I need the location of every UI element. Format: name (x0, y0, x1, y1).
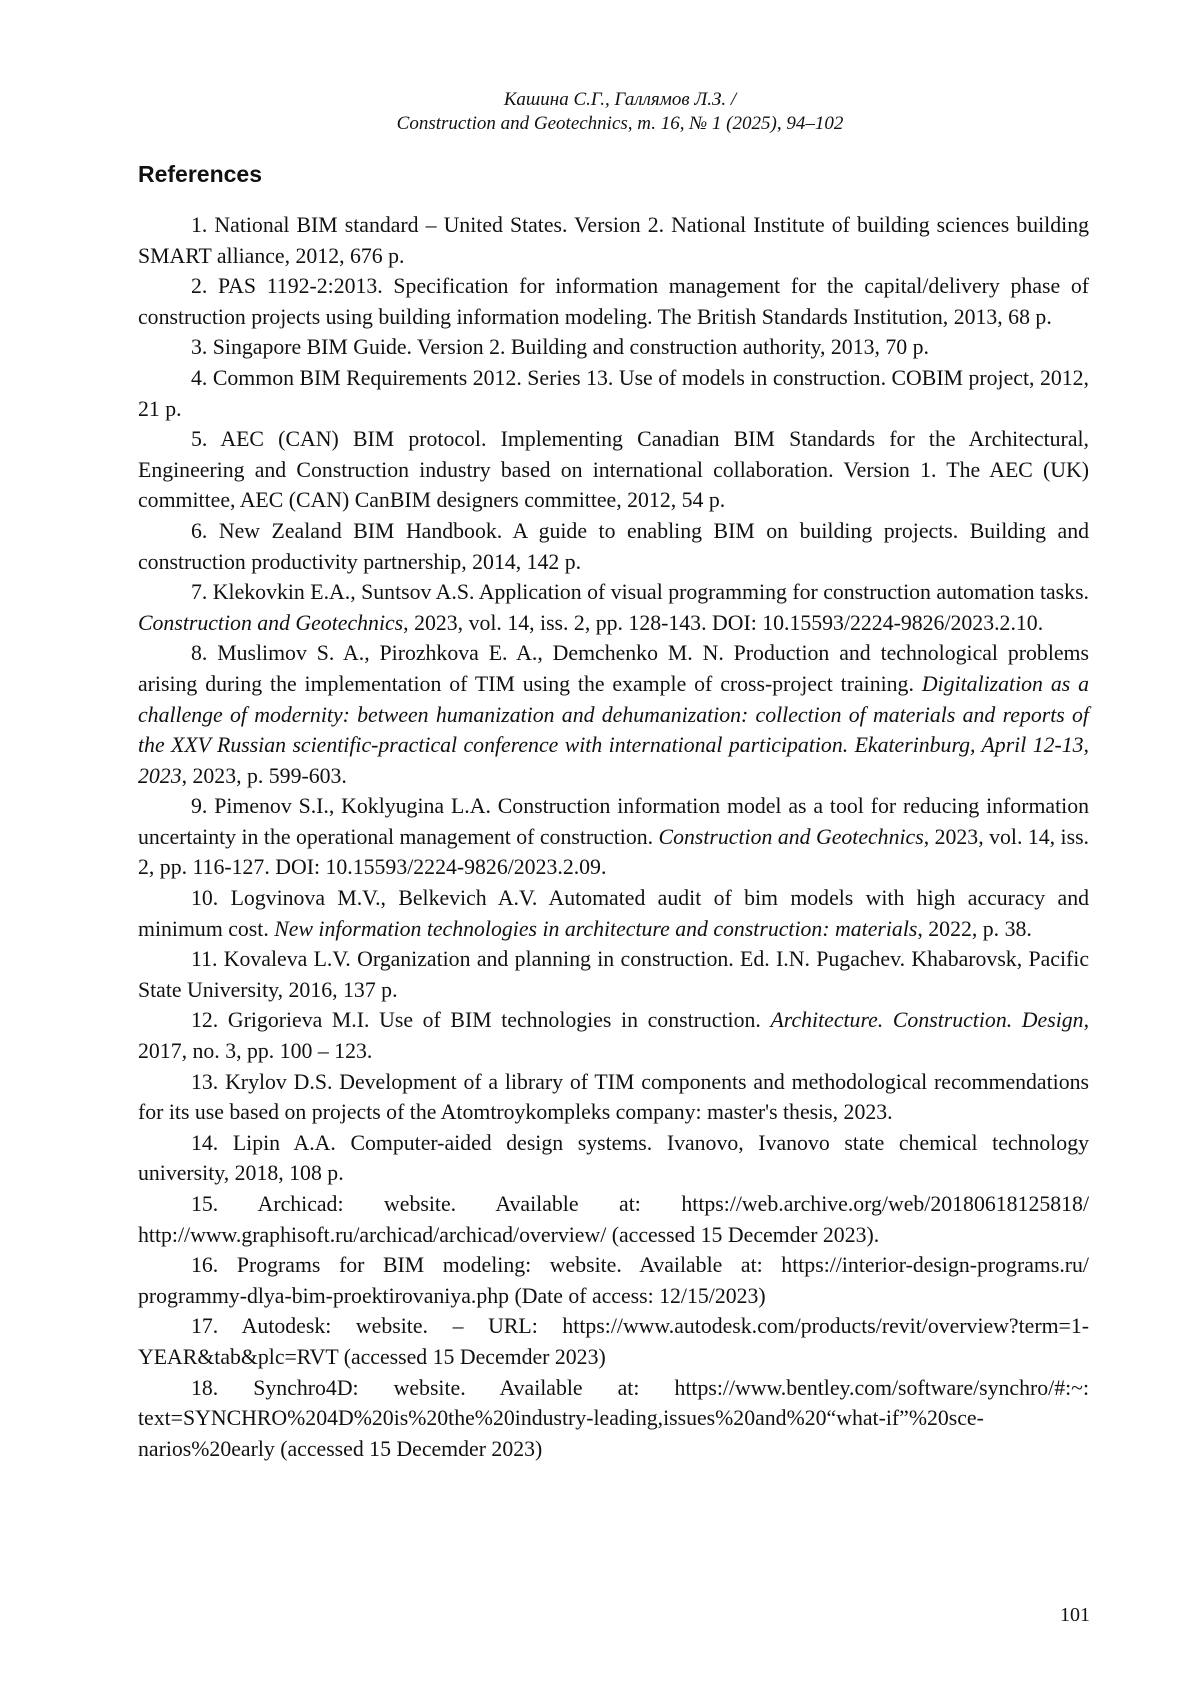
reference-item (138, 1005, 1089, 1066)
reference-text: 15. Archicad: website. Available at: https://web.archive.org/web/20180618125818/​http://www.graphisoft.ru/archicad/archicad/overview/ (accessed 15 Decemder 2023). (138, 1192, 1089, 1247)
reference-text: 11. Kovaleva L.V. Organization and planning in construction. Ed. I.N. Pugachev. Khabarovsk, Pacific State University, 2016, 137 p. (138, 947, 1089, 1002)
running-header-authors: Кашина С.Г., Галлямов Л.З. / (503, 89, 737, 110)
reference-item (138, 271, 1089, 332)
reference-text: 18. Synchro4D: website. Available at: https://www.bentley.com/software/synchro/#:~:​text=SYNCHRO%204D%20is%20the%20industry-leading,issues%20and%20“what-if”%20scenarios%20early (accessed 15 Decemder 2023) (138, 1375, 1089, 1461)
reference-item (138, 363, 1089, 424)
reference-source-title: Digitalization as a challenge of modernity: between humanization and dehumanization: collection of materials and reports of the XXV Russian scientific-practical conference with international participation. Ekaterinburg, April 12-13, 2023 (138, 671, 1089, 788)
reference-text: 5. AEC (CAN) BIM protocol. Implementing Canadian BIM Standards for the Architectural, Engineering and Construction industry based on international collaboration. Version 1. The AEC (UK) committee, AEC (CAN) CanBIM designers committee, 2012, 54 p. (138, 427, 1089, 513)
section-title: References (138, 161, 263, 187)
reference-text: 16. Programs for BIM modeling: website. Available at: https://interior-design-programs.ru/​programmy-dlya-bim-proektirovaniya.php (Date of access: 12/15/2023) (138, 1253, 1089, 1308)
reference-text: , 2023, vol. 14, iss. 2, pp. 116-127. DOI: 10.15593/2224-9826/2023.2.09. (138, 824, 1090, 880)
reference-item (138, 1373, 1089, 1465)
running-header-journal: Construction and Geotechnics, т. 16, № 1 (2025), 94–102 (396, 113, 844, 134)
reference-item (138, 1189, 1089, 1250)
reference-source-title: Architecture. Construction. Design (770, 1008, 1084, 1033)
running-header (0, 88, 1200, 136)
reference-text: 10. Logvinova M.V., Belkevich A.V. Automated audit of bim models with high accuracy and minimum cost. (138, 886, 1089, 941)
reference-text: , 2023, p. 599-603. (181, 763, 347, 788)
reference-text: 1. National BIM standard – United States. Version 2. National Institute of building sciences building SMART alliance, 2012, 676 p. (138, 213, 1089, 268)
reference-text: , 2022, p. 38. (917, 916, 1032, 941)
reference-text: , 2023, vol. 14, iss. 2, pp. 128-143. DOI: 10.15593/2224-9826/2023.2.10. (403, 610, 1044, 635)
reference-text: 8. Muslimov S. A., Pirozhkova E. A., Demchenko M. N. Production and technological problems arising during the implementation of TIM using the example of cross-project training. (138, 641, 1089, 696)
reference-text: 17. Autodesk: website. – URL: https://www.autodesk.com/products/revit/overview?term=1-​YEAR&tab&plc=RVT (accessed 15 Decemder 2023) (138, 1314, 1089, 1369)
reference-item (138, 1311, 1089, 1372)
reference-text: 7. Klekovkin E.A., Suntsov A.S. Application of visual programming for construction automation tasks. (191, 580, 1089, 605)
reference-item (138, 638, 1089, 791)
reference-item (138, 332, 1089, 363)
reference-item (138, 1128, 1089, 1189)
reference-item (138, 1067, 1089, 1128)
reference-text: 12. Grigorieva M.I. Use of BIM technologies in construction. (191, 1008, 771, 1033)
reference-text: , 2017, no. 3, pp. 100 – 123. (138, 1008, 1090, 1064)
reference-item (138, 210, 1089, 271)
page-number: 101 (1060, 1604, 1090, 1626)
reference-source-title: Construction and Geotechnics (658, 824, 924, 849)
reference-item (138, 1250, 1089, 1311)
reference-text: 2. PAS 1192-2:2013. Specification for information management for the capital/delivery phase of construction projects using building information modeling. The British Standards Institution, 2013, 68 p. (138, 274, 1089, 329)
reference-source-title: New information technologies in architecture and construction: materials (274, 916, 918, 941)
reference-item (138, 516, 1089, 577)
reference-text: 14. Lipin A.A. Computer-aided design systems. Ivanovo, Ivanovo state chemical technology university, 2018, 108 p. (138, 1130, 1089, 1186)
reference-item (138, 577, 1089, 638)
reference-source-title: Construction and Geotechnics (138, 610, 404, 635)
reference-list (138, 210, 1089, 1464)
reference-item (138, 791, 1089, 883)
reference-item (138, 944, 1089, 1005)
reference-item (138, 424, 1089, 516)
reference-text: 13. Krylov D.S. Development of a library of TIM components and methodological recommendations for its use based on projects of the Atomtroykompleks company: master's thesis, 2023. (138, 1069, 1089, 1125)
reference-text: 4. Common BIM Requirements 2012. Series 13. Use of models in construction. COBIM project, 2012, 21 p. (138, 365, 1089, 421)
reference-text: 9. Pimenov S.I., Koklyugina L.A. Construction information model as a tool for reducing information uncertainty in the operational management of construction. (138, 794, 1089, 849)
reference-item (138, 883, 1089, 944)
reference-text: 3. Singapore BIM Guide. Version 2. Building and construction authority, 2013, 70 p. (191, 335, 929, 360)
reference-text: 6. New Zealand BIM Handbook. A guide to enabling BIM on building projects. Building and construction productivity partnership, 2014, 142 p. (138, 518, 1089, 574)
